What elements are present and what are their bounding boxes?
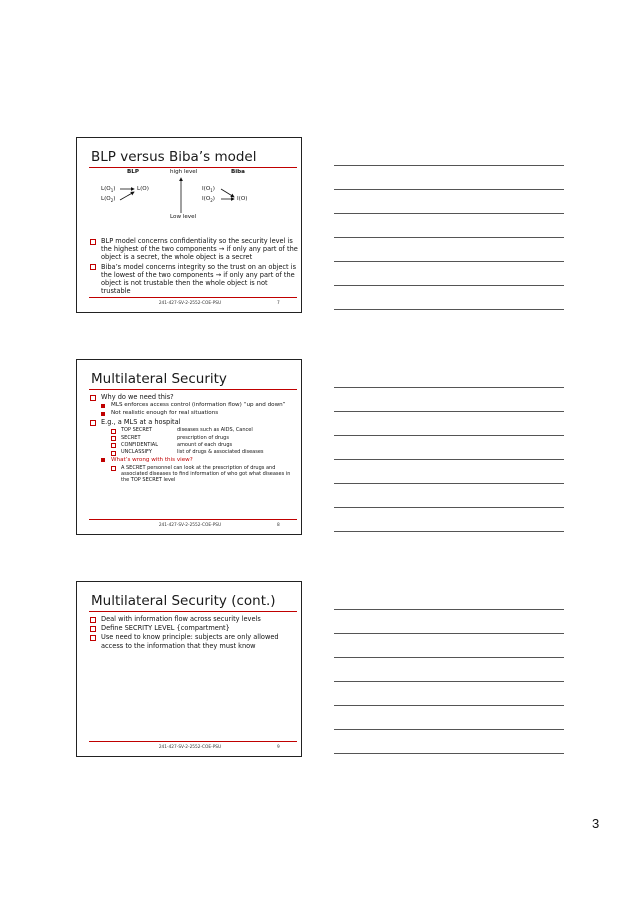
l-o2-label: $L(O_2)$ (101, 196, 116, 204)
slide-7 (76, 137, 302, 313)
notes-line (334, 609, 564, 610)
bullet-marker-icon (111, 429, 116, 434)
square-bullet-icon (101, 404, 105, 408)
flow-diagram (77, 138, 303, 238)
notes-line (334, 435, 564, 436)
notes-line (334, 189, 564, 190)
level-row: TOP SECRET diseases such as AIDS, Cancel (89, 427, 299, 433)
list-item: E.g., a MLS at a hospital (89, 418, 299, 426)
i-o1-label: $I(O_1)$ (202, 186, 215, 194)
bullet-marker-icon (90, 239, 96, 245)
i-o2-label: $I(O_2)$ (202, 196, 215, 204)
list-item: Why do we need this? (89, 393, 299, 401)
slide-title: BLP versus Biba’s model (91, 149, 257, 165)
notes-line (334, 387, 564, 388)
notes-line (334, 237, 564, 238)
l-o1-label: $L(O_1)$ (101, 186, 116, 194)
slide-footer: 241-427-SV-2-2552-COE-PSU (158, 301, 222, 306)
biba-label: Biba (231, 169, 245, 175)
bullet-marker-icon (111, 443, 116, 448)
bullet-marker-icon (90, 617, 96, 623)
detail-item: A SECRET personnel can look at the prescription of drugs and associated diseases to find information of who got what diseases in the TOP SECRET level (89, 465, 299, 484)
sheet-page-number: 3 (592, 816, 600, 831)
notes-line (334, 507, 564, 508)
slide-9 (76, 581, 302, 757)
sub-list-item: MLS enforces access control (information flow) “up and down” (89, 402, 299, 409)
bullet-marker-icon (111, 451, 116, 456)
list-item: Use need to know principle: subjects are only allowed access to the information that they must know (89, 633, 299, 649)
l-o-label: L(O) (137, 186, 149, 192)
sub-list-item: Not realistic enough for real situations (89, 410, 299, 417)
footer-divider (89, 297, 297, 298)
notes-line (334, 411, 564, 412)
slide-page-number: 9 (277, 745, 280, 750)
notes-line (334, 483, 564, 484)
low-level-label: Low level (170, 214, 197, 220)
slide-title: Multilateral Security (cont.) (91, 593, 276, 609)
bullet-list (89, 615, 299, 651)
slide-title: Multilateral Security (91, 371, 227, 387)
bullet-list (89, 237, 299, 296)
square-bullet-icon (101, 412, 105, 416)
bullet-marker-icon (90, 420, 96, 426)
notes-line (334, 165, 564, 166)
notes-line (334, 633, 564, 634)
list-item: Deal with information flow across security levels (89, 615, 299, 623)
bullet-marker-icon (90, 626, 96, 632)
bullet-marker-icon (111, 436, 116, 441)
notes-line (334, 681, 564, 682)
list-item: Biba’s model concerns integrity so the trust on an object is the lowest of the two components → if only any part of the object is not trustable then the whole object is not trustable (89, 263, 299, 296)
notes-line (334, 531, 564, 532)
notes-line (334, 705, 564, 706)
biba-arrow-1 (221, 189, 234, 197)
notes-line (334, 261, 564, 262)
bullet-marker-icon (90, 264, 96, 270)
title-divider (89, 389, 297, 390)
slide-footer: 241-427-SV-2-2552-COE-PSU (158, 745, 222, 750)
list-item: Define SECRITY LEVEL {compartment} (89, 624, 299, 632)
footer-divider (89, 519, 297, 520)
list-item: BLP model concerns confidentiality so the security level is the highest of the two components → if only any part of the object is a secret, the whole object is a secret (89, 237, 299, 262)
square-bullet-icon (101, 458, 105, 462)
notes-line (334, 729, 564, 730)
blp-arrow-2 (120, 192, 134, 200)
notes-line (334, 657, 564, 658)
sub-list-item: What’s wrong with this view? (89, 457, 299, 464)
notes-line (334, 285, 564, 286)
notes-line (334, 213, 564, 214)
i-o-label: I(O) (237, 196, 248, 202)
high-level-label: high level (170, 169, 198, 175)
slide-page-number: 7 (277, 301, 280, 306)
notes-line (334, 753, 564, 754)
level-row: CONFIDENTIAL amount of each drugs (89, 442, 299, 448)
title-divider (89, 611, 297, 612)
slide-page-number: 8 (277, 523, 280, 528)
footer-divider (89, 741, 297, 742)
bullet-marker-icon (90, 635, 96, 641)
level-row: UNCLASSIFY list of drugs & associated diseases (89, 449, 299, 455)
bullet-marker-icon (111, 466, 116, 471)
notes-line (334, 459, 564, 460)
bullet-list (89, 393, 299, 484)
blp-label: BLP (127, 169, 139, 175)
notes-line (334, 309, 564, 310)
slide-8 (76, 359, 302, 535)
bullet-marker-icon (90, 395, 96, 401)
slide-footer: 241-427-SV-2-2552-COE-PSU (158, 523, 222, 528)
level-row: SECRET prescription of drugs (89, 435, 299, 441)
